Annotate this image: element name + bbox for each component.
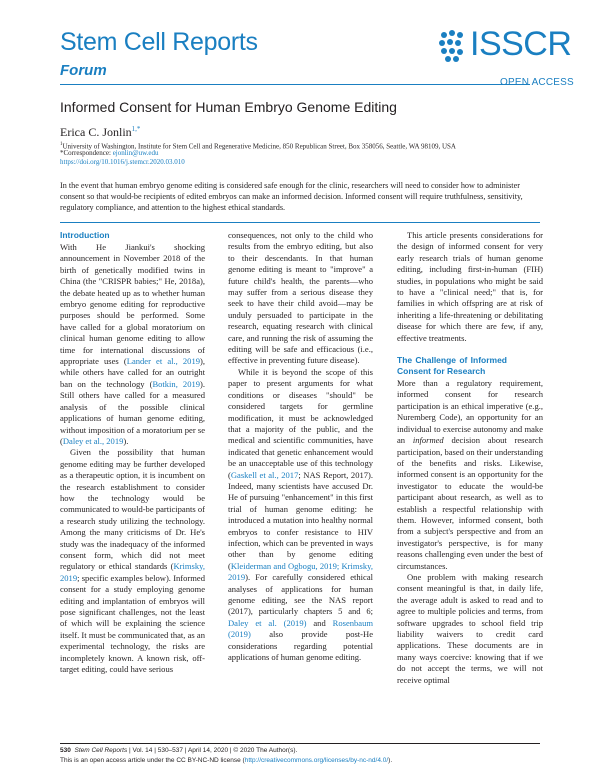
footer-volume: | Vol. 14 | 530–537 | April 14, 2020 | © 2020 The Author(s). bbox=[127, 747, 298, 754]
paragraph: One problem with making research consent meaningful is that, in daily life, the average adult is asked to read and to agree to multiple policies and terms, from software upgrades to school field trip liability waivers to credit card applications. These documents are in many ways coercive: knowing that if we do not accept the terms, we will not receive optimal bbox=[397, 571, 543, 685]
footer-license: This is an open access article under the CC BY-NC-ND license (http://creativecommons.org/licenses/by-nc-nd/4.0/). bbox=[60, 757, 393, 764]
paragraph: This article presents considerations for the design of informed consent for very early research trials of human genome editing, including first-in-human (FIH) studies, in populations who might be said to have a "clinical need;" that is, for families in which offspring are at risk of inheriting a life-threatening or debilitating disease for which there are few, if any, effective treatments. bbox=[397, 230, 543, 343]
isscr-logo bbox=[436, 27, 578, 67]
citation[interactable]: Daley et al. (2019) bbox=[228, 617, 307, 628]
author-sup: 1,* bbox=[131, 125, 141, 133]
footer-rule bbox=[60, 743, 540, 744]
column-2 bbox=[228, 230, 373, 663]
paragraph: While it is beyond the scope of this paper to present arguments for what conditions or diseases "should" be considered targets for germline modification, it must be acknowledged that a majority of the public, and the medical and scientific communities, have indicated that genetic enhancement would be an unacceptable use of this technology (Gaskell et al., 2017; NAS Report, 2017). Indeed, many scientists have accused Dr. He of pursuing "enhancement" in this first trial of human genome editing: he introduced a mutation into healthy normal embryos to confer resistance to HIV infection, which can be prevented in ways other than by genome editing (Kleiderman and Ogbogu, 2019; Krimsky, 2019). For carefully considered ethical analyses of applications for human genome editing, see the NAS report (2017), particularly chapters 5 and 6; Daley et al. (2019) and Rosenbaum (2019) also provide post-He considerations regarding potential applications of human genome editing. bbox=[228, 366, 374, 663]
section-label: Forum bbox=[60, 62, 107, 79]
correspondence-email[interactable]: ejonlin@uw.edu bbox=[112, 149, 159, 157]
paragraph: Given the possibility that human genome editing may be further developed as a therapeutic option, it is incumbent on the research establishment to consider how the technology would be communicated to would-be participants of a research study utilizing the technology. Among the many criticisms of Dr. He's study was the inadequacy of the informed consent form, which did not meet regulatory or ethical standards (Krimsky, 2019; specific examples below). Informed consent for a study employing genome editing and implantation of embryos will pose significant challenges, not the least of which will be explaining the science itself. It must be communicated that, as an experimental technology, the risks are incompletely known. A known risk, off-target editing, could have serious bbox=[60, 447, 205, 675]
footer-journal: Stem Cell Reports bbox=[74, 747, 128, 754]
article-title: Informed Consent for Human Embryo Genome Editing bbox=[60, 99, 397, 115]
affiliation-sup: 1 bbox=[60, 142, 63, 147]
correspondence-label: *Correspondence: bbox=[60, 149, 113, 157]
citation[interactable]: Botkin, 2019 bbox=[152, 378, 201, 389]
correspondence bbox=[60, 149, 159, 158]
citation[interactable]: Lander et al., 2019 bbox=[126, 356, 201, 367]
paragraph: consequences, not only to the child who results from the embryo editing, but also to their descendants. In that human genome editing is meant to "improve" a future child's health, the parents—who may suffer from a serious disease they seek to have their child avoid—may be unduly persuaded to participate in the research, equating research with clinical care, and running the risk of assuming the editing will be safe and efficacious (i.e., effective in preventing future disease). bbox=[228, 230, 373, 366]
column-3 bbox=[397, 230, 543, 686]
paragraph: With He Jiankui's shocking announcement in November 2018 of the birth of genetically modified twins in China (the "CRISPR babies;" He, 2018a), the debate heated up as to whether human embryo genome editing for reproductive purposes should be performed. Some have called for a global moratorium on clinical human genome editing to allow time for international discussions of appropriate uses (Lander et al., 2019), while others have called for an outright ban on the technology (Botkin, 2019). Still others have called for a measured analysis of the possible clinical applications of human genome editing, without imposition of a moratorium per se (Daley et al., 2019). bbox=[60, 242, 205, 446]
column-1 bbox=[60, 230, 205, 675]
page-number: 530 bbox=[60, 747, 71, 754]
heading-introduction: Introduction bbox=[60, 230, 110, 240]
doi-link[interactable]: https://doi.org/10.1016/j.stemcr.2020.03.010 bbox=[60, 158, 185, 166]
logo-text: ISSCR bbox=[470, 25, 572, 63]
license-link[interactable]: http://creativecommons.org/licenses/by-nc-nd/4.0/ bbox=[244, 757, 389, 764]
abstract-rule bbox=[60, 222, 540, 223]
isscr-logo-icon bbox=[436, 27, 470, 67]
journal-title: Stem Cell Reports bbox=[60, 28, 258, 56]
citation[interactable]: Gaskell et al., 2017 bbox=[230, 469, 299, 480]
open-access-label: OPEN ACCESS bbox=[500, 77, 574, 88]
paragraph: More than a regulatory requirement, informed consent for research participation is an ethical imperative (e.g., Nuremberg Code), an opportunity for an individual to exercise autonomy and make an informed decision about research participation, based on their understanding of the benefits and risks. Likewise, informed consent is an opportunity for the investigator to educate the would-be participant about research, as well as to establish a respectful relationship with them. However, informed consent, both from a subject's perspective and from an investigator's perspective, is for many reasons challenging even under the best of circumstances. bbox=[397, 378, 543, 571]
author-name: Erica C. Jonlin bbox=[60, 125, 132, 139]
citation[interactable]: Daley et al., 2019 bbox=[62, 435, 124, 446]
citation[interactable]: Krimsky, 2019 bbox=[60, 561, 205, 583]
citation[interactable]: Rosenbaum (2019) bbox=[228, 617, 374, 640]
author-line bbox=[60, 125, 140, 140]
abstract: In the event that human embryo genome editing is considered safe enough for the clinic, researchers will need to consider how to administer consent so that would-be recipients of edited embryos can make an informed decision. Informed consent will require truthfulness, sensitivity, regulatory compliance, and attention to the highest ethical standards. bbox=[60, 181, 523, 212]
affiliation-text: University of Washington, Institute for Stem Cell and Regenerative Medicine, 850 Republican Street, Box 358056, Seattle, WA 98109, USA bbox=[62, 142, 456, 151]
heading-challenge: The Challenge of Informed Consent for Research bbox=[397, 355, 507, 377]
header-rule bbox=[60, 84, 530, 85]
citation[interactable]: Kleiderman and Ogbogu, 2019; Krimsky, 2019 bbox=[228, 560, 373, 583]
footer-citation bbox=[60, 747, 297, 754]
